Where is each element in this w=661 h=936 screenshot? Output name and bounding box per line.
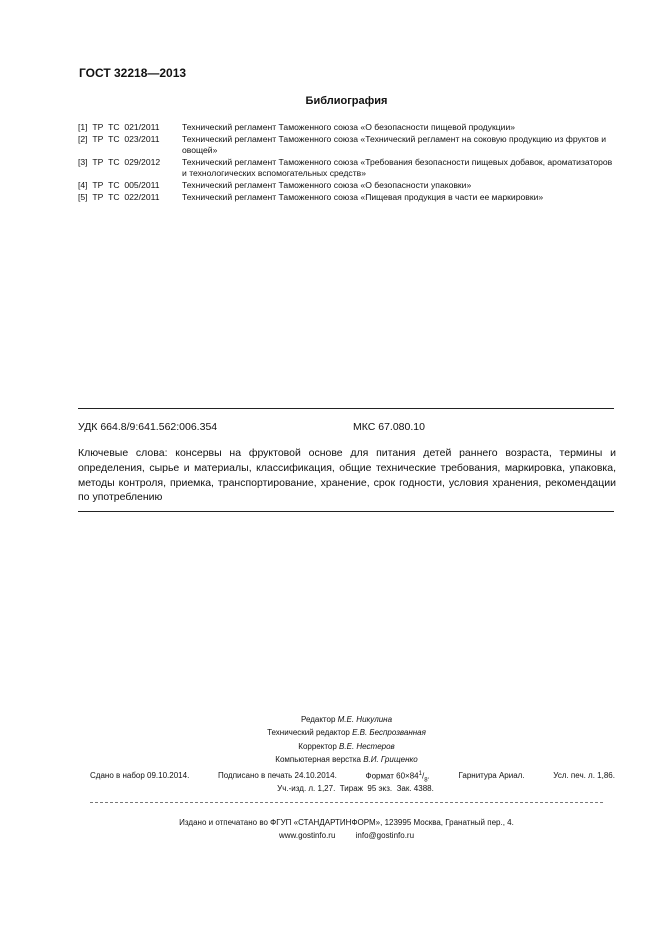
bottom-divider [78,511,614,512]
staff-line [32,740,661,753]
bibliography-list [78,122,618,203]
staff-name: В.Е. Нестеров [339,741,395,751]
print-info-line [90,771,615,783]
staff-name: М.Е. Никулина [337,715,393,724]
website-link[interactable]: www.gostinfo.ru [278,831,336,840]
dashed-divider [90,802,603,803]
udk-code: УДК 664.8/9:641.562:006.354 [78,421,218,433]
staff-role: Редактор [300,715,336,724]
keywords-paragraph: Ключевые слова: консервы на фруктовой основе для питания детей раннего возраста, термины и определения, сырье и материалы, классификация, общие технические требования, маркировка, упаковка, методы контроля, приемка, транспортирование, хранение, срок годности, условия хранения, рекомендации по употреблению [78,447,616,504]
bibliography-item [78,157,618,180]
format-prefix: Формат 60×84 [365,771,419,781]
standard-header: ГОСТ 32218—2013 [79,66,187,80]
staff-name: В.И. Грищенко [363,755,418,765]
print-sheets: Усл. печ. л. 1,86. [553,771,615,780]
bibliography-title: Библиография [305,95,388,107]
format-fraction-top: 1 [418,771,422,777]
bibliography-text: Технический регламент Таможенного союза «О безопасности упаковки» [182,179,472,190]
bibliography-ref: [2] ТР ТС 023/2011 [78,133,160,144]
bibliography-item [78,134,618,157]
staff-line [32,726,661,739]
bibliography-text: Технический регламент Таможенного союза «Технический регламент на соковую продукцию из фруктов и овощей» [182,133,607,156]
typeface: Гарнитура Ариал. [458,771,525,780]
top-divider [78,408,614,409]
staff-name: Е.В. Беспрозванная [352,728,426,738]
bibliography-item [78,192,618,204]
bibliography-ref: [3] ТР ТС 029/2012 [78,156,161,167]
bibliography-item [78,180,618,192]
bibliography-item [78,122,618,134]
staff-role: Компьютерная верстка [275,755,361,765]
format-fraction-bottom: 8 [424,777,428,784]
bibliography-ref: [5] ТР ТС 022/2011 [78,191,160,202]
bibliography-ref: [4] ТР ТС 005/2011 [78,179,160,190]
bibliography-text: Технический регламент Таможенного союза «Требования безопасности пищевых добавок, ароматизаторов и технологических вспомогательных средств» [182,156,613,179]
email-link[interactable]: info@gostinfo.ru [355,831,415,840]
signed-date: Подписано в печать 24.10.2014. [218,771,337,780]
print-info-line-2: Уч.-изд. л. 1,27. Тираж 95 экз. Зак. 4388. [277,784,434,793]
publisher-contacts [0,831,661,840]
staff-line [32,753,661,766]
bibliography-text: Технический регламент Таможенного союза «Пищевая продукция в части ее маркировки» [182,191,544,202]
staff-credits [0,713,661,767]
mks-code: МКС 67.080.10 [353,421,425,433]
bibliography-text: Технический регламент Таможенного союза «О безопасности пищевой продукции» [182,122,516,132]
bibliography-ref: [1] ТР ТС 021/2011 [78,122,160,132]
staff-line [32,713,661,726]
paper-format: Формат $60\times 84^1/_8$. [365,771,430,784]
submitted-date: Сдано в набор 09.10.2014. [90,771,190,780]
staff-role: Технический редактор [267,728,350,738]
staff-role: Корректор [298,741,337,751]
publisher-line: Издано и отпечатано во ФГУП «СТАНДАРТИНФОРМ», 123995 Москва, Гранатный пер., 4. [179,818,514,827]
